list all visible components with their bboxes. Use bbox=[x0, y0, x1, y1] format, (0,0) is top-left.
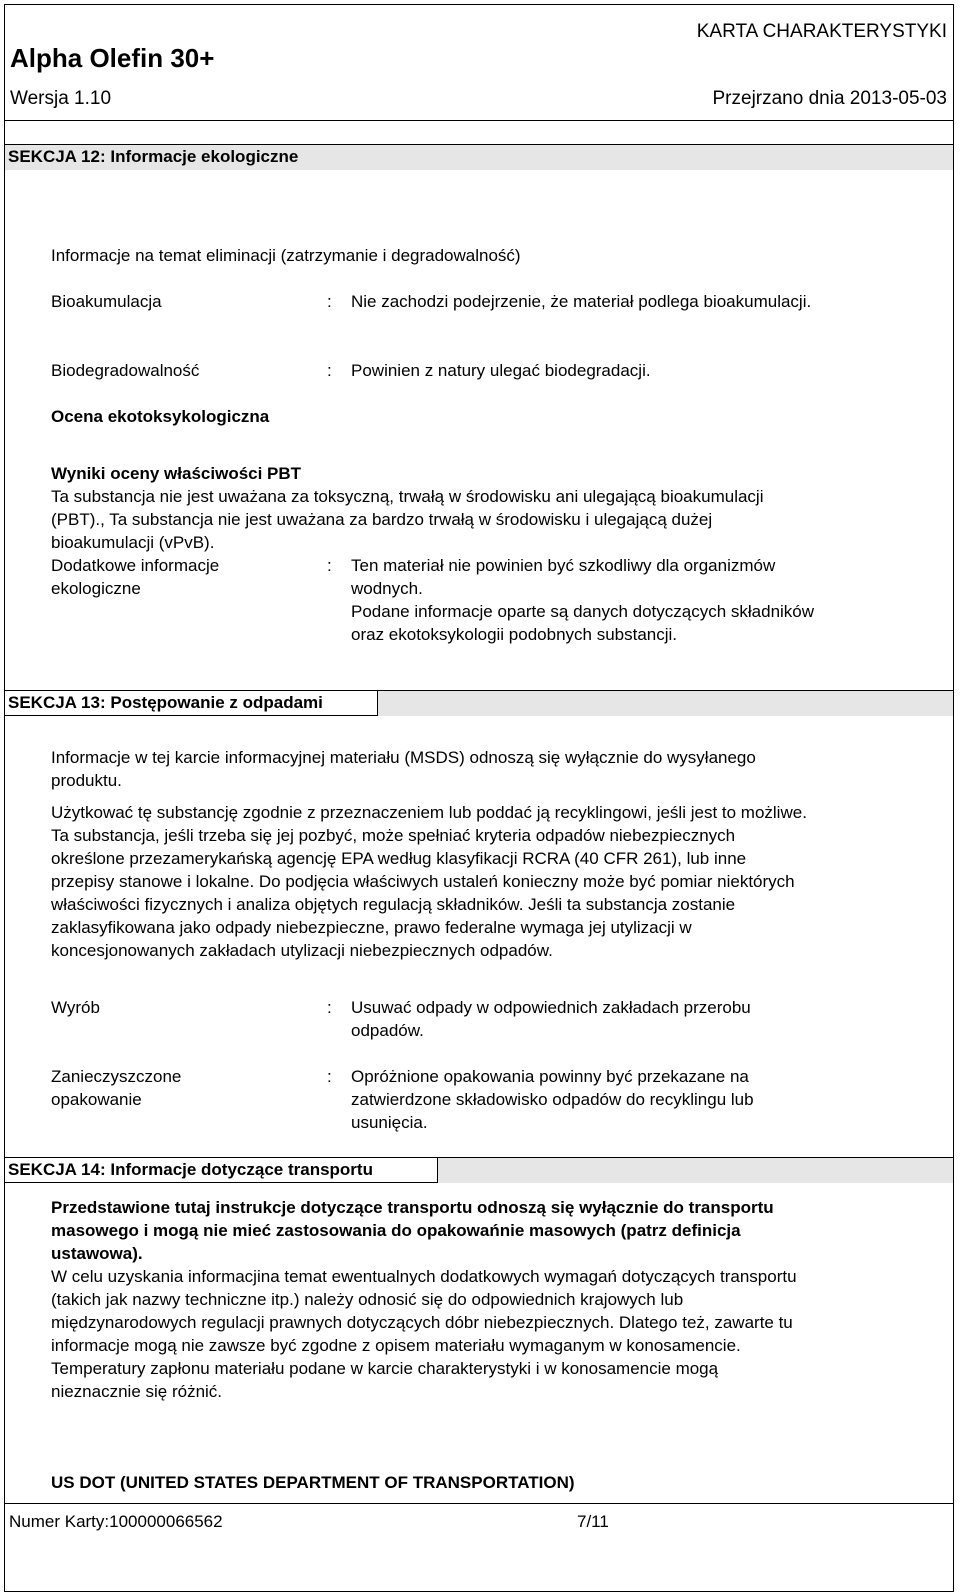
packaging-label: opakowanie bbox=[51, 1090, 142, 1109]
biodegradability-label: Biodegradowalność bbox=[51, 361, 200, 380]
packaging-value-line: usunięcia. bbox=[351, 1113, 428, 1132]
review-date: Przejrzano dnia 2013-05-03 bbox=[712, 88, 947, 109]
additional-value-line: Ten materiał nie powinien być szkodliwy dla organizmów bbox=[351, 556, 776, 575]
biodegradability-value: Powinien z natury ulegać biodegradacji. bbox=[351, 361, 651, 380]
bioaccumulation-label: Bioakumulacja bbox=[51, 292, 162, 311]
additional-value-line: wodnych. bbox=[351, 579, 423, 598]
transport-text-line: (takich jak nazwy techniczne itp.) należy odnosić się do odpowiednich krajowych lub bbox=[51, 1290, 684, 1309]
document-type: KARTA CHARAKTERYSTYKI bbox=[696, 21, 947, 42]
header-rule bbox=[5, 120, 953, 121]
ecotox-heading: Ocena ekotoksykologiczna bbox=[51, 407, 270, 426]
additional-label: ekologiczne bbox=[51, 579, 141, 598]
product-name: Alpha Olefin 30+ bbox=[10, 43, 215, 73]
sheet-number: Numer Karty:100000066562 bbox=[9, 1512, 223, 1531]
footer-rule bbox=[5, 1503, 953, 1504]
transport-bold-line: Przedstawione tutaj instrukcje dotyczące transportu odnoszą się wyłącznie do transportu bbox=[51, 1198, 774, 1217]
transport-text-line: informacje mogą nie zawsze być zgodne z opisem materiału wymaganym w konosamencie. bbox=[51, 1336, 741, 1355]
msds-text-line: Informacje w tej karcie informacyjnej materiału (MSDS) odnoszą się wyłącznie do wysyłanego bbox=[51, 748, 756, 767]
product-value-line: Usuwać odpady w odpowiednich zakładach przerobu bbox=[351, 998, 751, 1017]
section-14-bar bbox=[5, 1157, 953, 1183]
transport-text-line: międzynarodowych regulacji prawnych dotyczących dóbr niebezpiecznych. Dlatego też, zawarte tu bbox=[51, 1313, 793, 1332]
transport-text-line: Temperatury zapłonu materiału podane w karcie charakterystyki i w konosamencie mogą bbox=[51, 1359, 719, 1378]
section-14-title: SEKCJA 14: Informacje dotyczące transportu bbox=[8, 1160, 373, 1179]
waste-text-line: właściwości fizycznych i analiza objętych regulacją składników. Jeśli ta substancja zostanie bbox=[51, 895, 736, 914]
waste-text-line: Użytkować tę substancję zgodnie z przeznaczeniem lub poddać ją recyklingowi, jeśli jest to możliwe. bbox=[51, 803, 807, 822]
transport-text-line: nieznacznie się różnić. bbox=[51, 1382, 223, 1401]
product-value-line: odpadów. bbox=[351, 1021, 424, 1040]
section-12-bar bbox=[5, 144, 953, 170]
section-13-bar bbox=[5, 690, 953, 716]
pbt-heading: Wyniki oceny właściwości PBT bbox=[51, 464, 302, 483]
msds-text-line: produktu. bbox=[51, 771, 122, 790]
packaging-value-line: Opróżnione opakowania powinny być przekazane na bbox=[351, 1067, 749, 1086]
additional-label: Dodatkowe informacje bbox=[51, 556, 220, 575]
packaging-label: Zanieczyszczone bbox=[51, 1067, 182, 1086]
section-13-title: SEKCJA 13: Postępowanie z odpadami bbox=[8, 693, 323, 712]
pbt-text-line: (PBT)., Ta substancja nie jest uważana za bardzo trwałą w środowisku i ulegającą dużej bbox=[51, 510, 713, 529]
transport-text-line: W celu uzyskania informacjina temat ewentualnych dodatkowych wymagań dotyczących transportu bbox=[51, 1267, 797, 1286]
section-12-title: SEKCJA 12: Informacje ekologiczne bbox=[8, 147, 299, 166]
colon: : bbox=[327, 1067, 332, 1086]
version: Wersja 1.10 bbox=[10, 88, 112, 109]
colon: : bbox=[327, 361, 332, 380]
waste-text-line: zaklasyfikowana jako odpady niebezpieczne, prawo federalne wymaga jej utylizacji w bbox=[51, 918, 692, 937]
transport-bold-line: ustawowa). bbox=[51, 1244, 143, 1263]
pbt-text-line: bioakumulacji (vPvB). bbox=[51, 533, 215, 552]
waste-text-line: przepisy stanowe i lokalne. Do podjęcia właściwych ustaleń konieczny może być pomiar niektórych bbox=[51, 872, 795, 891]
colon: : bbox=[327, 292, 332, 311]
elimination-heading: Informacje na temat eliminacji (zatrzymanie i degradowalność) bbox=[51, 246, 521, 265]
packaging-value-line: zatwierdzone składowisko odpadów do recyklingu lub bbox=[351, 1090, 754, 1109]
waste-text-line: Ta substancja, jeśli trzeba się jej pozbyć, może spełniać kryteria odpadów niebezpiecznych bbox=[51, 826, 736, 845]
colon: : bbox=[327, 998, 332, 1017]
additional-value-line: oraz ekotoksykologii podobnych substancji. bbox=[351, 625, 678, 644]
document-page bbox=[4, 4, 954, 1592]
transport-bold-line: masowego i mogą nie mieć zastosowania do opakowańnie masowych (patrz definicja bbox=[51, 1221, 741, 1240]
pbt-text-line: Ta substancja nie jest uważana za toksyczną, trwałą w środowisku ani ulegającą bioakumulacji bbox=[51, 487, 764, 506]
page-number: 7/11 bbox=[577, 1512, 609, 1531]
waste-text-line: koncesjonowanych zakładach utylizacji niebezpiecznych odpadów. bbox=[51, 941, 553, 960]
us-dot-heading: US DOT (UNITED STATES DEPARTMENT OF TRANSPORTATION) bbox=[51, 1473, 575, 1492]
colon: : bbox=[327, 556, 332, 575]
additional-value-line: Podane informacje oparte są danych dotyczących składników bbox=[351, 602, 815, 621]
waste-text-line: określone przezamerykańską agencję EPA według klasyfikacji RCRA (40 CFR 261), lub inne bbox=[51, 849, 747, 868]
product-label: Wyrób bbox=[51, 998, 100, 1017]
bioaccumulation-value: Nie zachodzi podejrzenie, że materiał podlega bioakumulacji. bbox=[351, 292, 812, 311]
